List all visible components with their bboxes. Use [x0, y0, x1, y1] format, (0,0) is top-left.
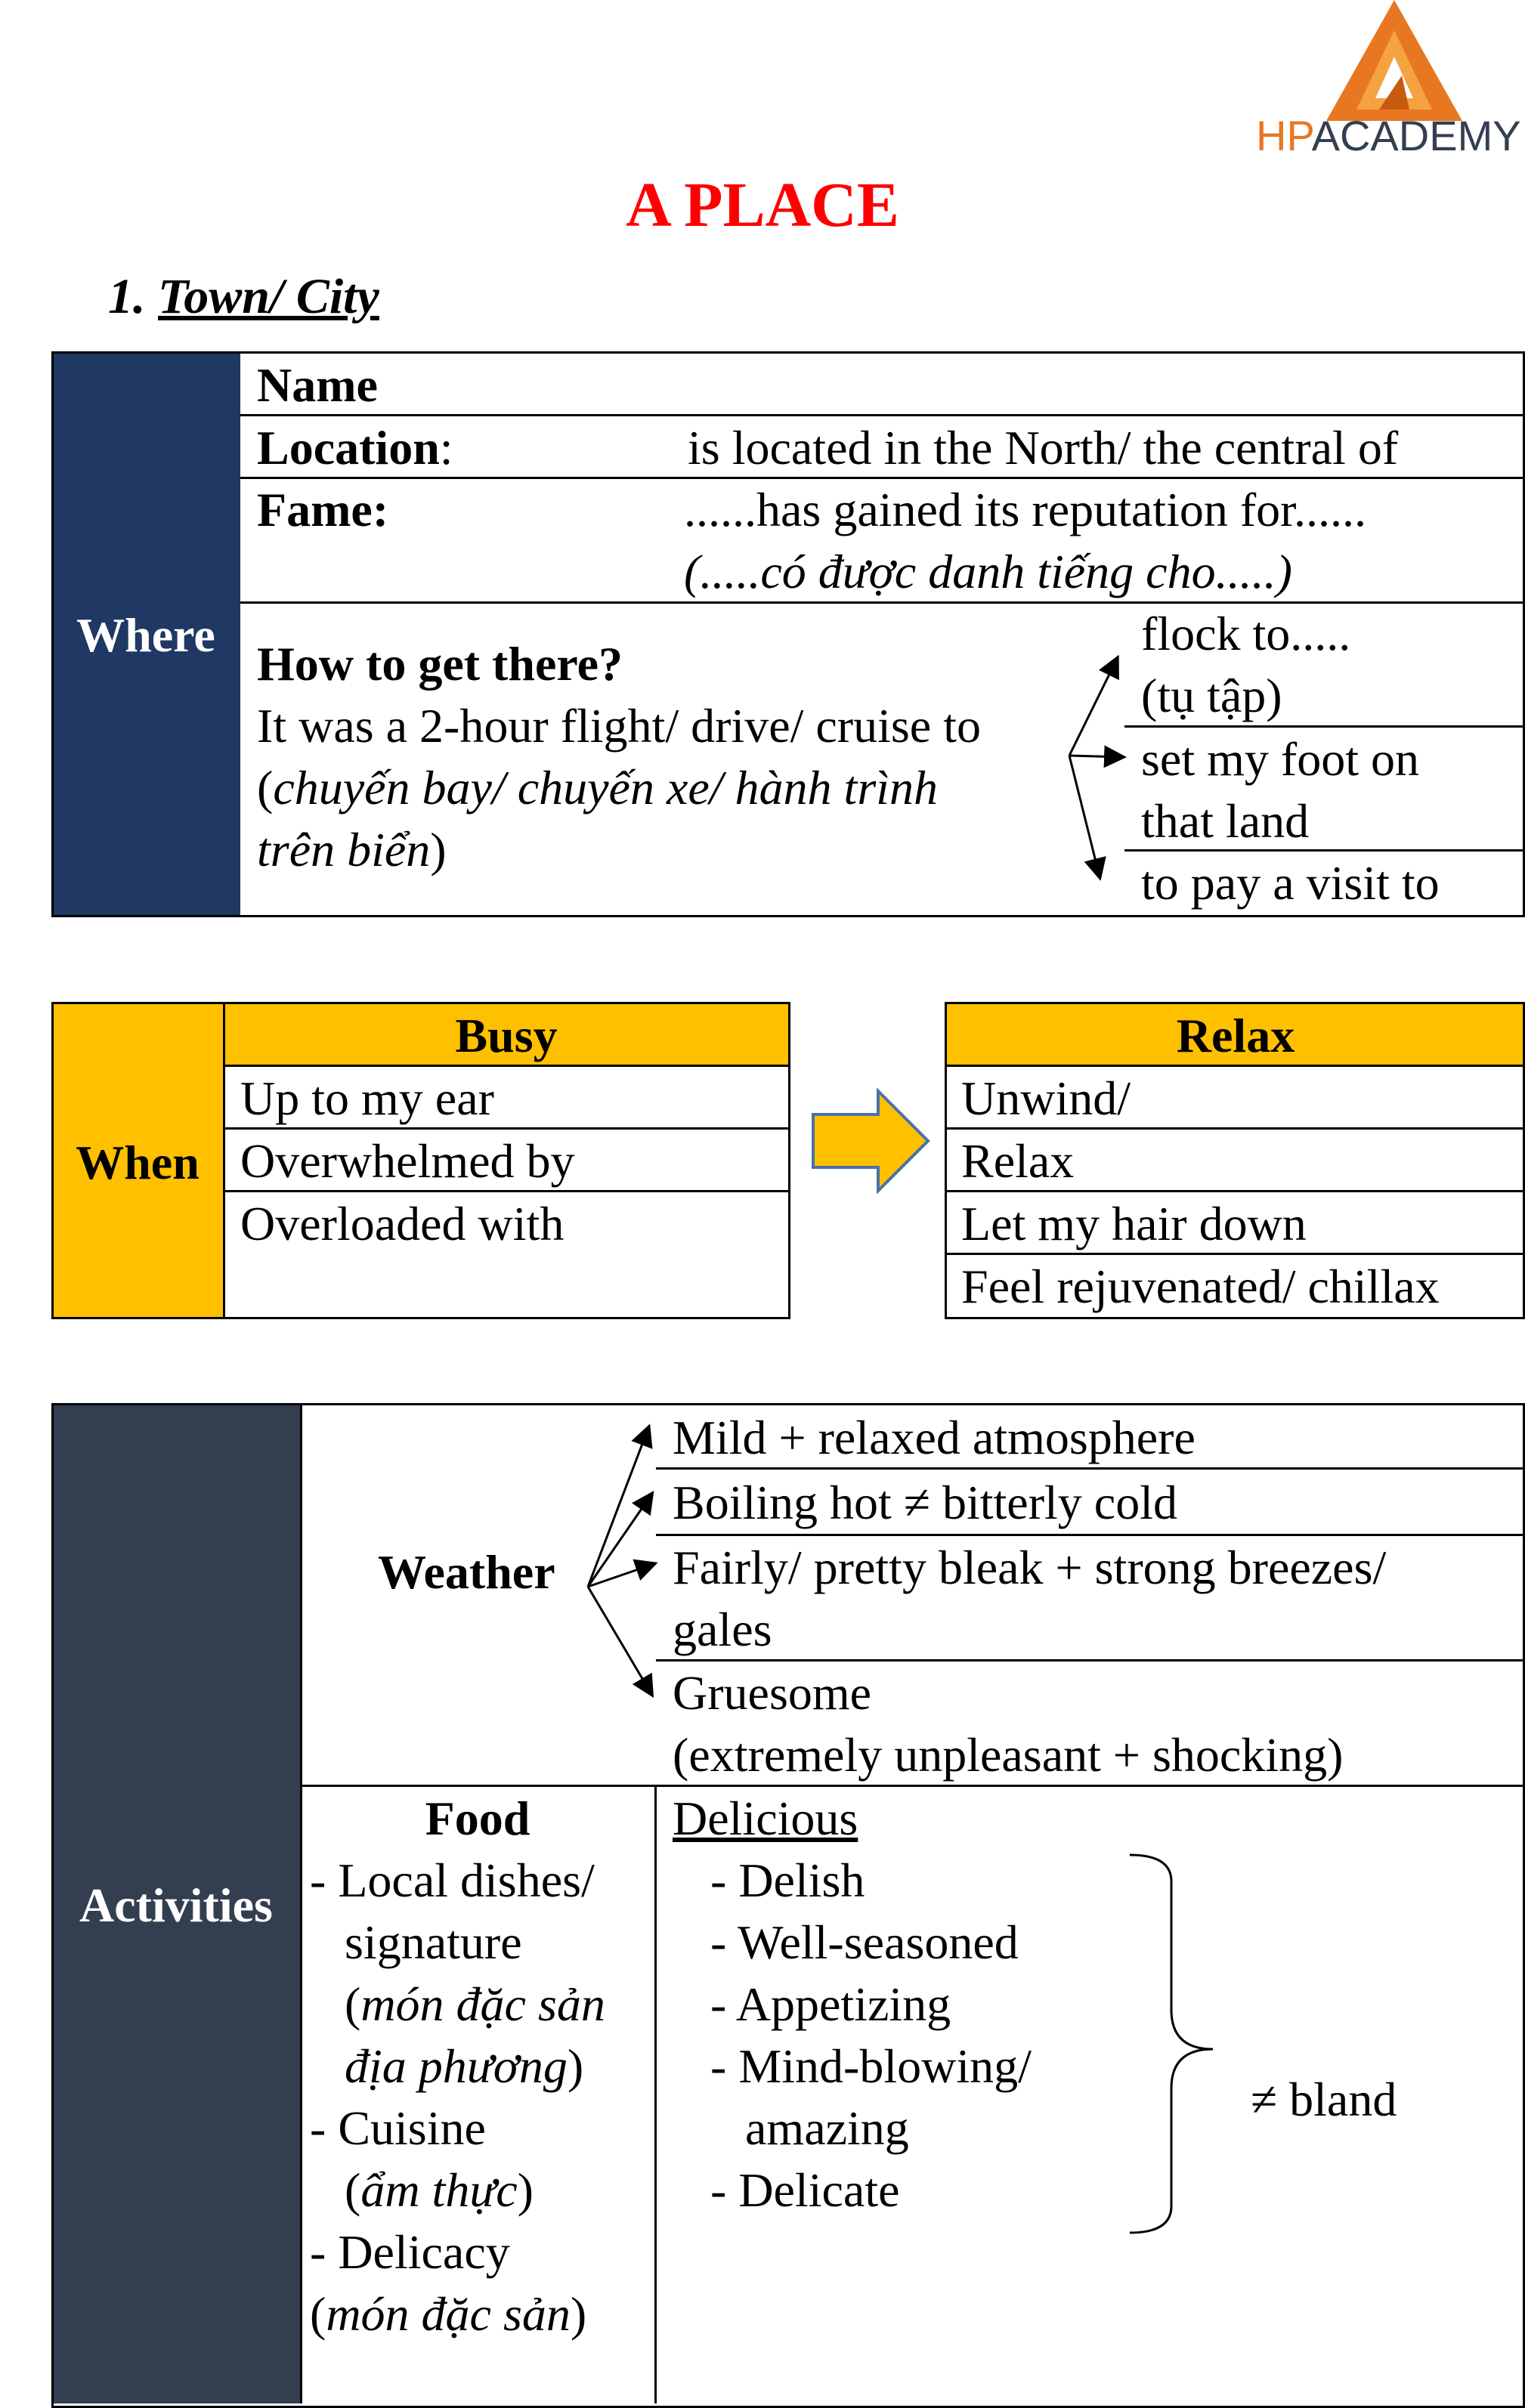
section-heading — [108, 266, 379, 328]
option-set-foot: set my foot on — [1141, 732, 1419, 786]
food-line: (món đặc sản) — [310, 2287, 587, 2341]
food-line: địa phương) — [345, 2039, 584, 2093]
busy-item: Overwhelmed by — [240, 1134, 575, 1188]
fame-text: ......has gained its reputation for...... — [684, 483, 1366, 536]
delicious-item: - Well-seasoned — [710, 1915, 1019, 1969]
weather-item: Mild + relaxed atmosphere — [673, 1411, 1196, 1464]
fame-vietnamese: (.....có được danh tiếng cho.....) — [684, 545, 1292, 598]
curly-brace-icon — [1126, 1851, 1217, 2236]
relax-item: Feel rejuvenated/ chillax — [961, 1260, 1440, 1313]
delicious-item: amazing — [745, 2101, 909, 2155]
busy-item: Up to my ear — [240, 1071, 494, 1125]
location-colon: : — [439, 421, 453, 474]
relax-header: Relax — [1176, 1009, 1295, 1062]
get-there-line2: (chuyến bay/ chuyến xe/ hành trình — [257, 761, 938, 815]
branch-arrows-icon — [1058, 650, 1134, 892]
delicious-item: - Appetizing — [710, 1977, 951, 2031]
delicious-label: Delicious — [673, 1791, 858, 1845]
weather-arrows-icon — [582, 1413, 665, 1708]
relax-item: Let my hair down — [961, 1197, 1307, 1250]
relax-item: Relax — [961, 1134, 1075, 1188]
section-number: 1. — [108, 269, 146, 324]
food-line: - Local dishes/ — [310, 1853, 595, 1907]
weather-label: Weather — [378, 1545, 555, 1599]
food-line: (ẩm thực) — [345, 2163, 534, 2217]
get-there-line1: It was a 2-hour flight/ drive/ cruise to — [257, 699, 981, 753]
weather-item: (extremely unpleasant + shocking) — [673, 1728, 1344, 1782]
location-label: Location — [257, 421, 440, 474]
weather-item: gales — [673, 1603, 772, 1656]
food-line: signature — [345, 1915, 522, 1969]
when-label: When — [76, 1136, 200, 1189]
option-flock-to: flock to..... — [1141, 607, 1351, 660]
weather-item: Boiling hot ≠ bitterly cold — [673, 1476, 1177, 1529]
opposite-bland: ≠ bland — [1251, 2073, 1397, 2126]
weather-item: Fairly/ pretty bleak + strong breezes/ — [673, 1541, 1387, 1594]
logo-academy: ACADEMY — [1311, 112, 1521, 159]
option-flock-to-vi: (tụ tập) — [1141, 669, 1282, 722]
logo — [1247, 0, 1525, 162]
logo-triangle-icon — [1326, 0, 1462, 121]
option-pay-visit: to pay a visit to — [1141, 856, 1440, 910]
section-title: Town/ City — [158, 269, 379, 324]
busy-item: Overloaded with — [240, 1197, 565, 1250]
option-set-foot-2: that land — [1141, 794, 1310, 848]
food-label: Food — [425, 1791, 531, 1845]
where-label: Where — [76, 608, 215, 662]
delicious-item: - Delish — [710, 1853, 865, 1907]
fame-label: Fame: — [257, 483, 389, 536]
busy-header: Busy — [455, 1009, 558, 1062]
food-line: - Cuisine — [310, 2101, 486, 2155]
location-text: is located in the North/ the central of — [688, 421, 1399, 474]
food-line: - Delicacy — [310, 2225, 510, 2279]
relax-item: Unwind/ — [961, 1071, 1131, 1125]
location-row — [257, 417, 453, 479]
name-label: Name — [257, 358, 378, 412]
right-arrow-icon — [810, 1088, 931, 1194]
activities-label: Activities — [79, 1878, 273, 1932]
food-line: (món đặc sản — [345, 1977, 605, 2031]
weather-item: Gruesome — [673, 1666, 872, 1720]
get-there-title: How to get there? — [257, 637, 623, 691]
delicious-item: - Delicate — [710, 2163, 900, 2217]
delicious-item: - Mind-blowing/ — [710, 2039, 1032, 2093]
page-title: A PLACE — [626, 170, 899, 240]
get-there-line3: trên biển) — [257, 823, 447, 876]
logo-hp: HP — [1256, 112, 1312, 159]
